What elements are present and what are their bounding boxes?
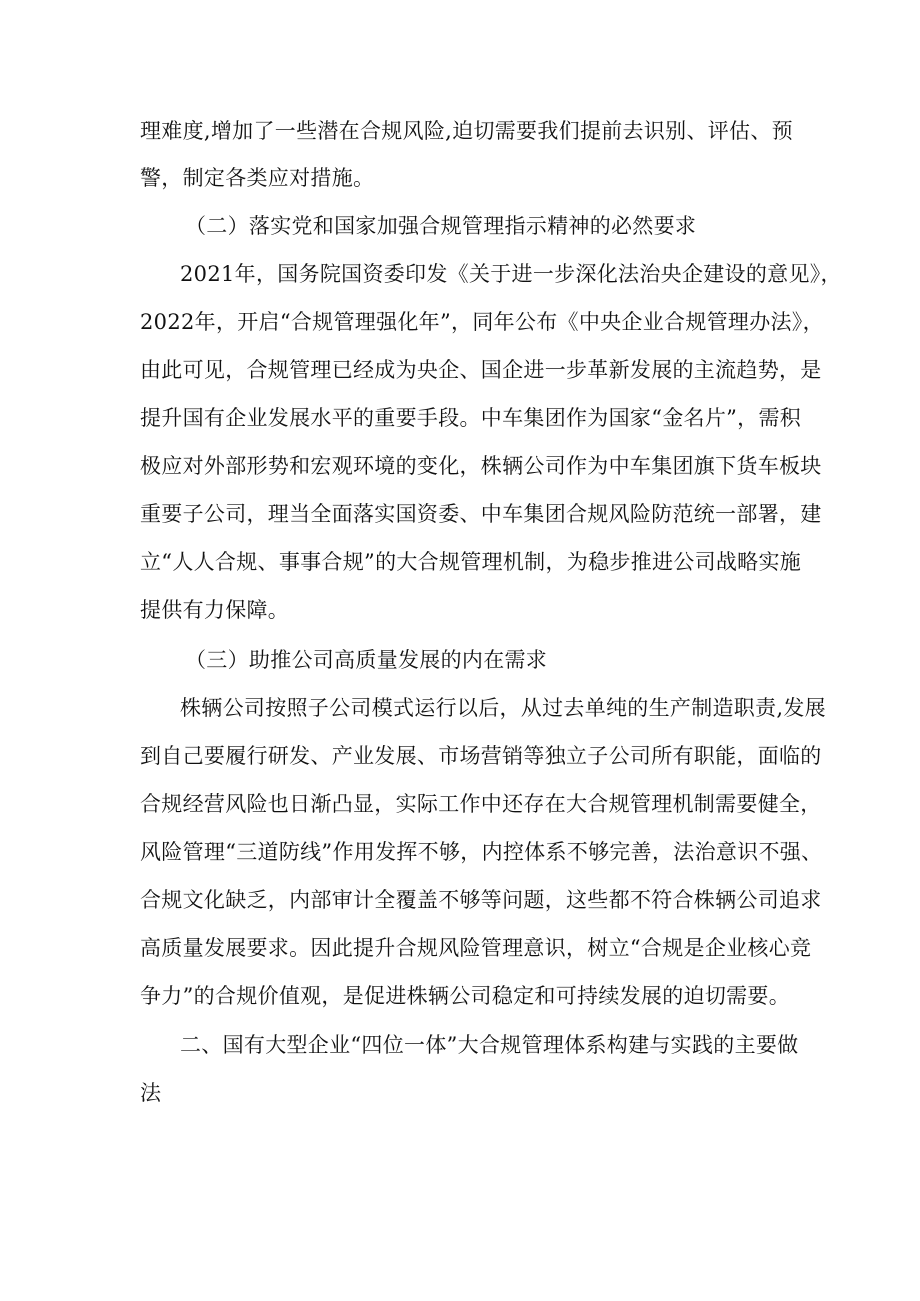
paragraph-line: 理难度,增加了一些潜在合规风险,迫切需要我们提前去识别、评估、预: [140, 119, 793, 143]
paragraph-line: 重要子公司，理当全面落实国资委、中车集团合规风险防范统一部署，建: [140, 502, 822, 526]
paragraph-line: 株辆公司按照子公司模式运行以后，从过去单纯的生产制造职责,发展: [180, 696, 826, 720]
paragraph-line: 提供有力保障。: [140, 598, 290, 622]
paragraph-line: 2022年，开启“合规管理强化年”，同年公布《中央企业合规管理办法》，: [140, 310, 824, 334]
paragraph-line: 到自己要履行研发、产业发展、市场营销等独立子公司所有职能，面临的: [140, 744, 822, 768]
paragraph-line: 提升国有企业发展水平的重要手段。中车集团作为国家“金名片”，需积: [140, 406, 802, 430]
section-heading: 二、国有大型企业“四位一体”大合规管理体系构建与实践的主要做: [180, 1033, 799, 1057]
paragraph-line: 由此可见，合规管理已经成为央企、国企进一步革新发展的主流趋势，是: [140, 358, 822, 382]
paragraph-line: 合规经营风险也日渐凸显，实际工作中还存在大合规管理机制需要健全，: [140, 792, 822, 816]
paragraph-line: 法: [140, 1081, 162, 1105]
paragraph-line: 警，制定各类应对措施。: [140, 166, 375, 190]
paragraph-line: 立“人人合规、事事合规”的大合规管理机制，为稳步推进公司战略实施: [140, 550, 802, 574]
paragraph-line: 合规文化缺乏，内部审计全覆盖不够等问题，这些都不符合株辆公司追求: [140, 888, 822, 912]
paragraph-line: 高质量发展要求。因此提升合规风险管理意识，树立“合规是企业核心竞: [140, 936, 812, 960]
section-heading: （三）助推公司高质量发展的内在需求: [185, 648, 548, 672]
paragraph-line: 2021年，国务院国资委印发《关于进一步深化法治央企建设的意见》，: [180, 262, 842, 286]
section-heading: （二）落实党和国家加强合规管理指示精神的必然要求: [185, 214, 697, 238]
paragraph-line: 极应对外部形势和宏观环境的变化，株辆公司作为中车集团旗下货车板块: [140, 454, 822, 478]
paragraph-line: 风险管理“三道防线”作用发挥不够，内控体系不够完善，法治意识不强、: [140, 840, 823, 864]
paragraph-line: 争力”的合规价值观，是促进株辆公司稳定和可持续发展的迫切需要。: [140, 984, 791, 1008]
